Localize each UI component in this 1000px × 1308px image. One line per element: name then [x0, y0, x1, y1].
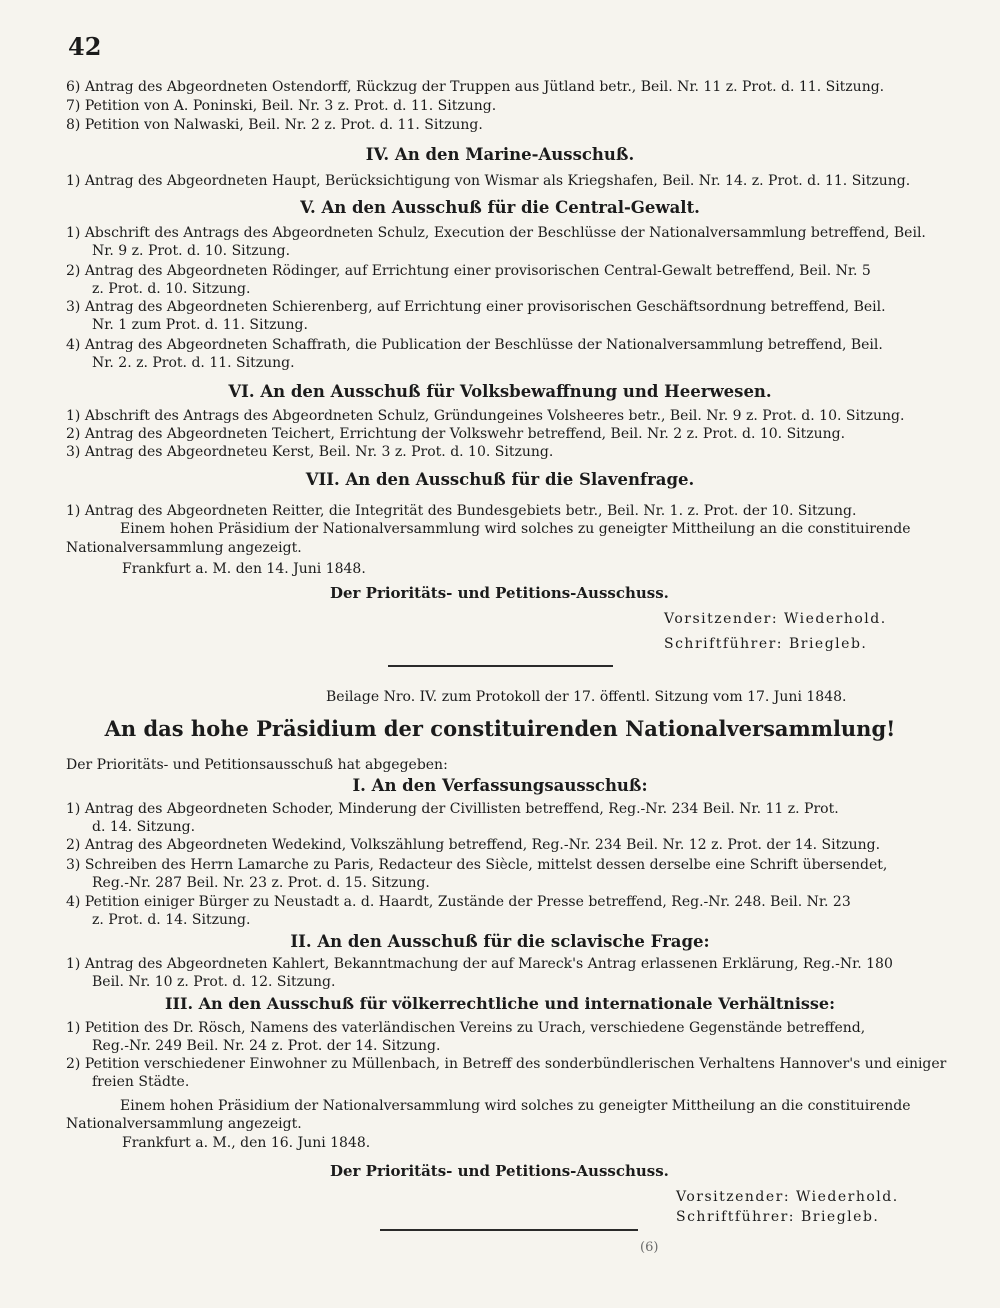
- committee-name: Der Prioritäts- und Petitions-Ausschuss.: [330, 1162, 669, 1180]
- list-item: Reg.-Nr. 249 Beil. Nr. 24 z. Prot. der 14. Sitzung.: [92, 1038, 441, 1054]
- section-heading: VII. An den Ausschuß für die Slavenfrage.: [305, 470, 695, 489]
- list-item: 1) Antrag des Abgeordneten Haupt, Berücksichtigung von Wismar als Kriegshafen, Beil. Nr. 14. z. Prot. d. 11. Sitzung.: [66, 173, 911, 189]
- closing-text: Nationalversammlung angezeigt.: [66, 1116, 302, 1132]
- list-item: Nr. 1 zum Prot. d. 11. Sitzung.: [92, 317, 308, 333]
- document-title: An das hohe Präsidium der constituirenden Nationalversammlung!: [104, 716, 896, 741]
- supplement-line: Beilage Nro. IV. zum Protokoll der 17. öffentl. Sitzung vom 17. Juni 1848.: [326, 689, 847, 705]
- committee-name: Der Prioritäts- und Petitions-Ausschuss.: [330, 584, 669, 602]
- secretary-signature: Schriftführer: Briegleb.: [676, 1209, 880, 1225]
- section-heading: V. An den Ausschuß für die Central-Gewalt.: [300, 198, 700, 217]
- trailing-mark: (6): [640, 1240, 659, 1255]
- list-item: 3) Antrag des Abgeordneten Schierenberg, auf Errichtung einer provisorischen Geschäftsordnung betreffend, Beil.: [66, 299, 886, 315]
- section-heading: IV. An den Marine-Ausschuß.: [365, 145, 635, 164]
- list-item: 1) Abschrift des Antrags des Abgeordneten Schulz, Gründungeines Volsheeres betr., Beil. Nr. 9 z. Prot. d. 10. Sitzung.: [66, 408, 905, 424]
- section-heading: VI. An den Ausschuß für Volksbewaffnung und Heerwesen.: [228, 382, 772, 401]
- list-item: Reg.-Nr. 287 Beil. Nr. 23 z. Prot. d. 15. Sitzung.: [92, 875, 430, 891]
- list-item: 2) Petition verschiedener Einwohner zu Müllenbach, in Betreff des sonderbündlerischen Verhaltens Hannover's und einiger: [66, 1056, 947, 1072]
- section-heading: II. An den Ausschuß für die sclavische Frage:: [290, 932, 710, 951]
- page-number: 42: [68, 32, 102, 61]
- list-item: 3) Schreiben des Herrn Lamarche zu Paris, Redacteur des Siècle, mittelst dessen derselbe eine Schrift übersendet,: [66, 857, 888, 873]
- chair-signature: Vorsitzender: Wiederhold.: [664, 611, 887, 627]
- list-item: Beil. Nr. 10 z. Prot. d. 12. Sitzung.: [92, 974, 336, 990]
- list-item: 2) Antrag des Abgeordneten Rödinger, auf Errichtung einer provisorischen Central-Gewalt betreffend, Beil. Nr. 5: [66, 263, 871, 279]
- list-item: 2) Antrag des Abgeordneten Teichert, Errichtung der Volkswehr betreffend, Beil. Nr. 2 z. Prot. d. 10. Sitzung.: [66, 426, 846, 442]
- place-date: Frankfurt a. M., den 16. Juni 1848.: [122, 1135, 371, 1151]
- list-item: 1) Abschrift des Antrags des Abgeordneten Schulz, Execution der Beschlüsse der Nationalversammlung betreffend, Beil.: [66, 225, 926, 241]
- intro-text: Der Prioritäts- und Petitionsausschuß hat abgegeben:: [66, 757, 448, 773]
- list-item: 1) Antrag des Abgeordneten Kahlert, Bekanntmachung der auf Mareck's Antrag erlassenen Erklärung, Reg.-Nr. 180: [66, 956, 893, 972]
- list-item: 8) Petition von Nalwaski, Beil. Nr. 2 z. Prot. d. 11. Sitzung.: [66, 117, 483, 133]
- list-item: z. Prot. d. 14. Sitzung.: [92, 912, 251, 928]
- list-item: 2) Antrag des Abgeordneten Wedekind, Volkszählung betreffend, Reg.-Nr. 234 Beil. Nr. 12 z. Prot. der 14. Sitzung.: [66, 837, 881, 853]
- closing-text: Einem hohen Präsidium der Nationalversammlung wird solches zu geneigter Mittheilung an die constituirende: [120, 521, 911, 537]
- closing-text: Einem hohen Präsidium der Nationalversammlung wird solches zu geneigter Mittheilung an die constituirende: [120, 1098, 911, 1114]
- divider: [380, 1229, 638, 1231]
- list-item: z. Prot. d. 10. Sitzung.: [92, 281, 251, 297]
- place-date: Frankfurt a. M. den 14. Juni 1848.: [122, 561, 366, 577]
- chair-signature: Vorsitzender: Wiederhold.: [676, 1189, 899, 1205]
- list-item: 4) Antrag des Abgeordneten Schaffrath, die Publication der Beschlüsse der Nationalversammlung betreffend, Beil.: [66, 337, 883, 353]
- section-heading: I. An den Verfassungsausschuß:: [352, 776, 648, 795]
- list-item: 6) Antrag des Abgeordneten Ostendorff, Rückzug der Truppen aus Jütland betr., Beil. Nr. 11 z. Prot. d. 11. Sitzung.: [66, 79, 885, 95]
- list-item: freien Städte.: [92, 1074, 190, 1090]
- list-item: 7) Petition von A. Poninski, Beil. Nr. 3 z. Prot. d. 11. Sitzung.: [66, 98, 497, 114]
- list-item: 1) Antrag des Abgeordneten Reitter, die Integrität des Bundesgebiets betr., Beil. Nr. 1. z. Prot. der 10. Sitzung.: [66, 503, 857, 519]
- list-item: d. 14. Sitzung.: [92, 819, 196, 835]
- divider: [388, 665, 613, 667]
- section-heading: III. An den Ausschuß für völkerrechtliche und internationale Verhältnisse:: [164, 994, 836, 1013]
- list-item: Nr. 9 z. Prot. d. 10. Sitzung.: [92, 243, 291, 259]
- list-item: 1) Petition des Dr. Rösch, Namens des vaterländischen Vereins zu Urach, verschiedene Gegenstände betreffend,: [66, 1020, 866, 1036]
- list-item: 4) Petition einiger Bürger zu Neustadt a. d. Haardt, Zustände der Presse betreffend, Reg.-Nr. 248. Beil. Nr. 23: [66, 894, 851, 910]
- list-item: 1) Antrag des Abgeordneten Schoder, Minderung der Civillisten betreffend, Reg.-Nr. 234 Beil. Nr. 11 z. Prot.: [66, 801, 839, 817]
- list-item: 3) Antrag des Abgeordneteu Kerst, Beil. Nr. 3 z. Prot. d. 10. Sitzung.: [66, 444, 554, 460]
- secretary-signature: Schriftführer: Briegleb.: [664, 636, 868, 652]
- closing-text: Nationalversammlung angezeigt.: [66, 540, 302, 556]
- list-item: Nr. 2. z. Prot. d. 11. Sitzung.: [92, 355, 295, 371]
